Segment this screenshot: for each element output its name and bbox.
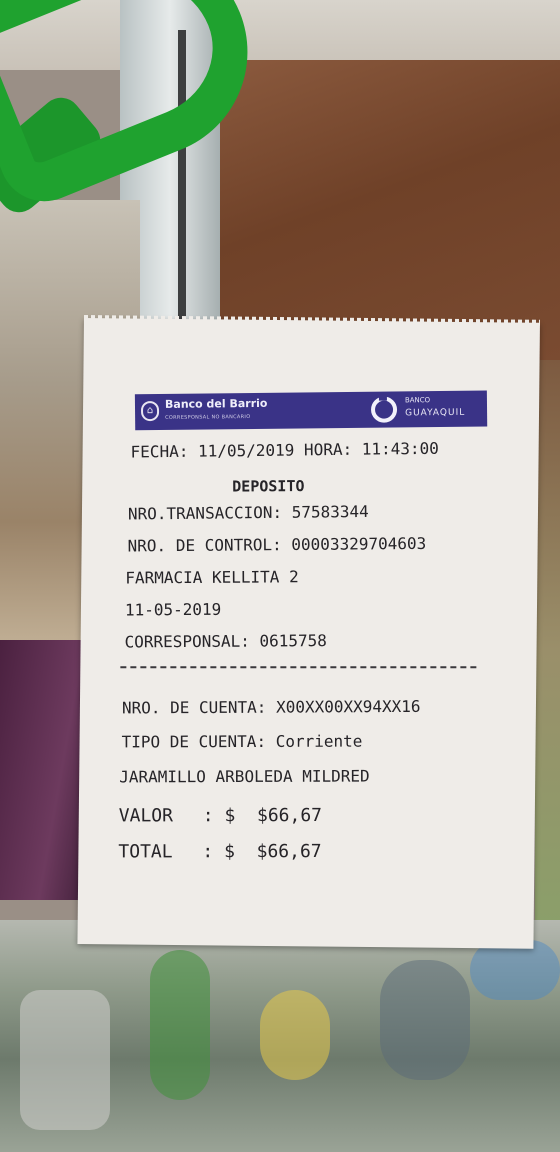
total-amount: $66,67 — [256, 841, 322, 863]
bank-guayaquil-logo-icon — [371, 396, 397, 422]
receipt-title: DEPOSITO — [232, 477, 305, 496]
receipt-bank-banner — [135, 391, 487, 431]
fecha-label: FECHA: — [130, 441, 189, 462]
background-item — [380, 960, 470, 1080]
bank-left-name: Banco del Barrio — [164, 396, 268, 411]
background-item — [150, 950, 210, 1100]
date-time-row — [130, 439, 438, 462]
total-row — [118, 841, 321, 862]
hora-value: 11:43:00 — [361, 438, 439, 459]
transaction-number: NRO.TRANSACCION: 57583344 — [127, 501, 369, 524]
total-separator: : $ — [202, 841, 235, 863]
hora-label: HORA: — [303, 439, 353, 460]
background-right-edge — [535, 360, 560, 940]
dashed-divider — [120, 666, 476, 668]
background-item — [470, 940, 560, 1000]
background-item — [260, 990, 330, 1080]
short-date: 11-05-2019 — [124, 599, 222, 620]
deposit-receipt — [77, 318, 540, 949]
bank-right-name-line1: BANCO — [404, 396, 431, 405]
background-wood-panel — [215, 60, 560, 360]
total-label: TOTAL — [118, 841, 173, 863]
bank-left-tagline: CORRESPONSAL NO BANCARIO — [165, 414, 251, 421]
background-item — [20, 990, 110, 1130]
account-number: NRO. DE CUENTA: X00XX00XX94XX16 — [121, 696, 421, 718]
control-number: NRO. DE CONTROL: 00003329704603 — [127, 533, 427, 556]
house-logo-icon: ⌂ — [141, 401, 159, 421]
valor-label: VALOR — [118, 805, 173, 827]
bank-right-name-line2: GUAYAQUIL — [405, 407, 466, 419]
correspondent-id: CORRESPONSAL: 0615758 — [124, 631, 327, 652]
merchant-name: FARMACIA KELLITA 2 — [125, 567, 299, 588]
valor-row — [119, 805, 322, 826]
fecha-value: 11/05/2019 — [197, 440, 295, 461]
valor-separator: : $ — [202, 805, 236, 827]
account-holder: JARAMILLO ARBOLEDA MILDRED — [119, 766, 370, 787]
valor-amount: $66,67 — [256, 805, 323, 827]
account-type: TIPO DE CUENTA: Corriente — [121, 731, 363, 752]
